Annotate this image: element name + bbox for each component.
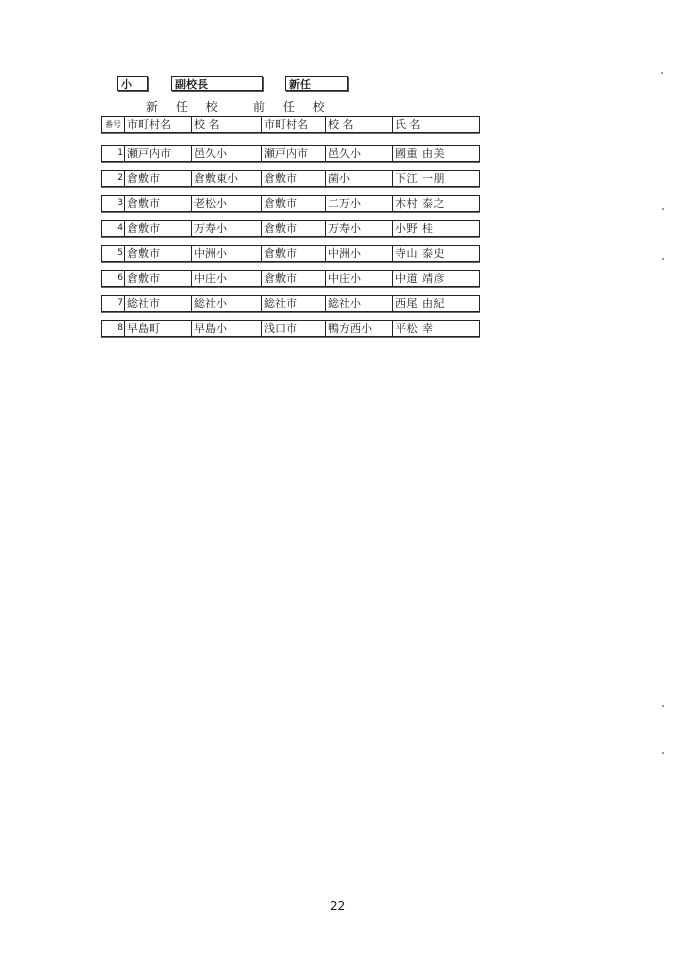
new-city: 倉敷市 (124, 171, 191, 186)
row-number: 4 (117, 223, 123, 233)
prev-school: 万寿小 (325, 221, 392, 236)
prev-city: 倉敷市 (261, 271, 325, 286)
new-city: 早島町 (124, 321, 191, 336)
table-row (101, 145, 480, 162)
row-number: 2 (117, 173, 123, 183)
prev-school: 総社小 (325, 296, 392, 311)
table-header (101, 116, 480, 133)
prev-city: 倉敷市 (261, 246, 325, 261)
row-number: 1 (117, 148, 123, 158)
header-new-city: 市町村名 (124, 117, 191, 132)
person-name: 國重 由美 (392, 146, 479, 161)
new-school: 邑久小 (191, 146, 261, 161)
scan-speck (662, 258, 664, 260)
prev-city: 倉敷市 (261, 221, 325, 236)
page-number: 22 (330, 899, 346, 913)
new-school: 万寿小 (191, 221, 261, 236)
school-level-box: 小 (117, 76, 148, 91)
header-number: 番号 (105, 120, 121, 129)
table-row (101, 245, 480, 262)
table-row (101, 220, 480, 237)
person-name: 木村 泰之 (392, 196, 479, 211)
prev-school: 中洲小 (325, 246, 392, 261)
prev-school: 二万小 (325, 196, 392, 211)
new-school: 早島小 (191, 321, 261, 336)
scan-speck (661, 72, 663, 74)
row-number: 8 (117, 323, 123, 333)
prev-city: 倉敷市 (261, 196, 325, 211)
row-number: 6 (117, 273, 123, 283)
new-city: 倉敷市 (124, 246, 191, 261)
table-row (101, 195, 480, 212)
prev-city: 浅口市 (261, 321, 325, 336)
row-number: 7 (117, 298, 123, 308)
scan-speck (662, 705, 664, 707)
new-school: 中洲小 (191, 246, 261, 261)
row-number: 3 (117, 198, 123, 208)
new-school: 倉敷東小 (191, 171, 261, 186)
prev-school: 邑久小 (325, 146, 392, 161)
prev-city: 倉敷市 (261, 171, 325, 186)
table-row (101, 320, 480, 337)
scan-speck (662, 752, 664, 754)
header-prev-school: 校 名 (325, 117, 392, 132)
position-box: 副校長 (171, 76, 263, 91)
new-school: 老松小 (191, 196, 261, 211)
prev-school: 中庄小 (325, 271, 392, 286)
person-name: 下江 一朋 (392, 171, 479, 186)
header-name: 氏 名 (392, 117, 479, 132)
person-name: 西尾 由紀 (392, 296, 479, 311)
table-row (101, 170, 480, 187)
new-city: 倉敷市 (124, 271, 191, 286)
appointment-type-box: 新任 (285, 76, 348, 91)
new-school: 中庄小 (191, 271, 261, 286)
row-number: 5 (117, 248, 123, 258)
new-school: 総社小 (191, 296, 261, 311)
table-row (101, 270, 480, 287)
table-row (101, 295, 480, 312)
person-name: 平松 幸 (392, 321, 479, 336)
new-city: 倉敷市 (124, 196, 191, 211)
person-name: 中道 靖彦 (392, 271, 479, 286)
prev-city: 瀬戸内市 (261, 146, 325, 161)
new-city: 倉敷市 (124, 221, 191, 236)
header-new-school: 校 名 (191, 117, 261, 132)
person-name: 寺山 泰史 (392, 246, 479, 261)
new-city: 瀬戸内市 (124, 146, 191, 161)
previous-school-group-label: 前 任 校 (253, 100, 332, 114)
prev-city: 総社市 (261, 296, 325, 311)
header-prev-city: 市町村名 (261, 117, 325, 132)
person-name: 小野 桂 (392, 221, 479, 236)
prev-school: 菌小 (325, 171, 392, 186)
prev-school: 鴨方西小 (325, 321, 392, 336)
new-city: 総社市 (124, 296, 191, 311)
scan-speck (662, 208, 664, 210)
new-school-group-label: 新 任 校 (146, 100, 225, 114)
